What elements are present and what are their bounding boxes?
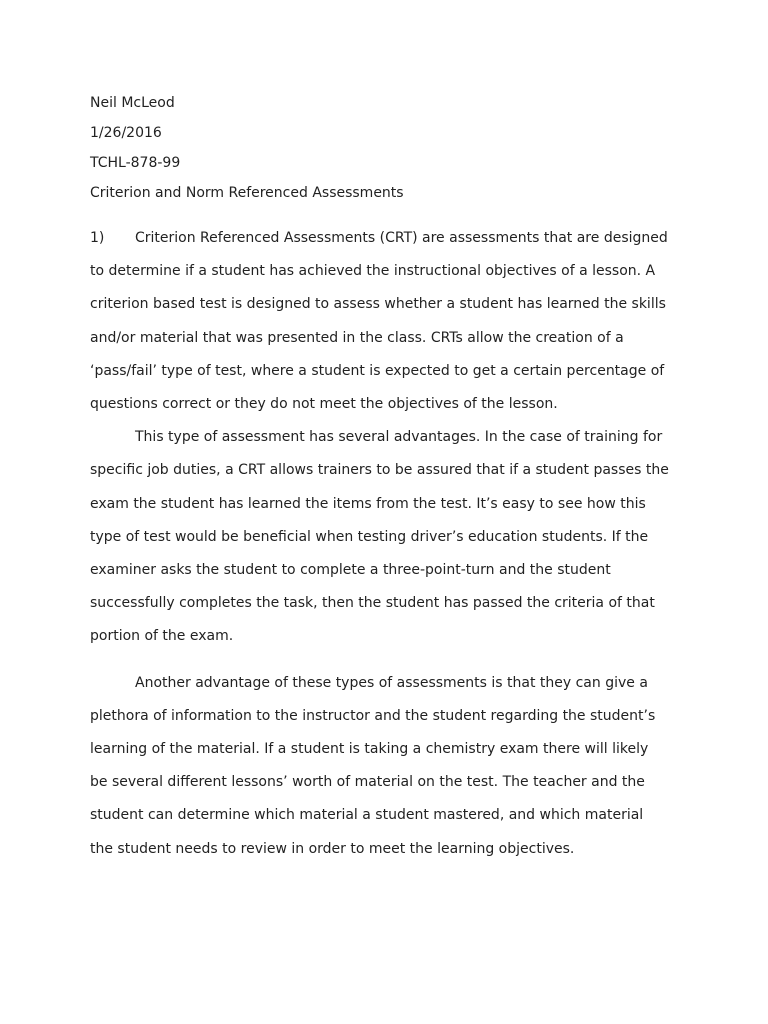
paragraph-1 bbox=[90, 222, 670, 421]
paragraph-1-text: Criterion Referenced Assessments (CRT) are assessments that are designed to determine if a student has achieved the instructional objectives of a lesson. A criterion based test is designed to assess whether a student has learned the skills and/or material that was presented in the class. CRTs allow the creation of a ‘pass/fail’ type of test, where a student is expected to get a certain percentage of questions correct or they do not meet the objectives of the lesson. bbox=[90, 230, 668, 413]
paragraph-2: This type of assessment has several advantages. In the case of training for specific job duties, a CRT allows trainers to be assured that if a student passes the exam the student has learned the items from the test. It’s easy to see how this type of test would be beneficial when testing driver’s education students. If the examiner asks the student to complete a three-point-turn and the student successfully completes the task, then the student has passed the criteria of that portion of the exam. bbox=[90, 429, 669, 645]
document-header bbox=[90, 88, 670, 208]
paragraph-3: Another advantage of these types of assessments is that they can give a plethora of information to the instructor and the student regarding the student’s learning of the material. If a student is taking a chemistry exam there will likely be several different lessons’ worth of material on the test. The teacher and the student can determine which material a student mastered, and which material the student needs to review in order to meet the learning objectives. bbox=[90, 674, 656, 857]
document-date: 1/26/2016 bbox=[90, 125, 162, 141]
document-title: Criterion and Norm Referenced Assessments bbox=[90, 185, 404, 201]
section-number: 1) bbox=[90, 230, 105, 246]
course-code: TCHL-878-99 bbox=[90, 155, 181, 171]
document-content bbox=[90, 88, 670, 866]
author-name: Neil McLeod bbox=[90, 95, 175, 111]
